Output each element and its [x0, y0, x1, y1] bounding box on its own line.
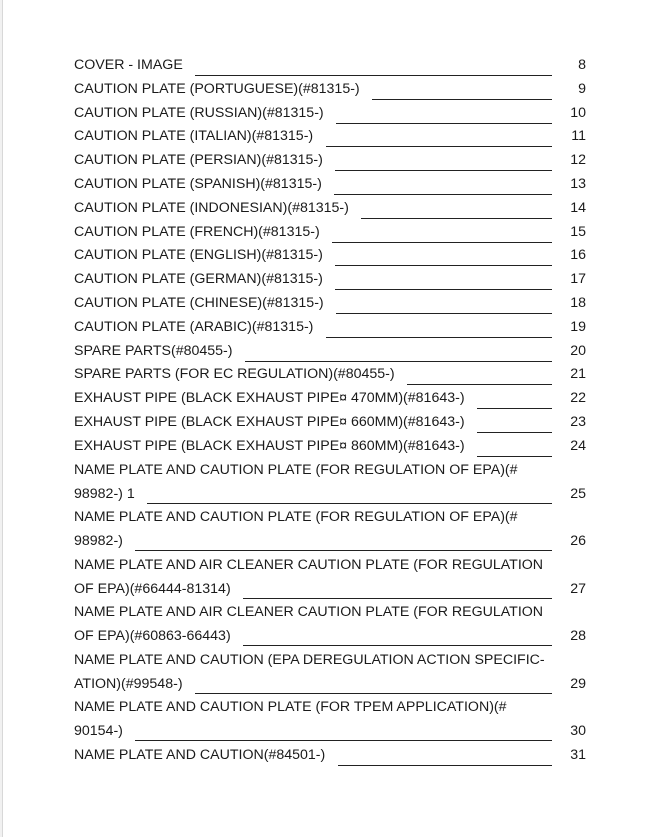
- toc-leader-rule: [147, 503, 552, 504]
- toc-leader-rule: [135, 740, 552, 741]
- toc-entry-title-line: [74, 626, 231, 646]
- toc-entry[interactable]: [74, 648, 586, 696]
- toc-entry-title-line: [74, 555, 543, 575]
- toc-entry-title-line: [74, 531, 123, 551]
- toc-entry[interactable]: [74, 386, 586, 410]
- toc-entry-title-line: [74, 126, 313, 146]
- toc-entry-title: CAUTION PLATE (SPANISH)(#81315-): [74, 175, 322, 192]
- toc-entry-title: CAUTION PLATE (PERSIAN)(#81315-): [74, 152, 323, 169]
- toc-entry-title-line: [74, 602, 543, 622]
- toc-entry-title: EXHAUST PIPE (BLACK EXHAUST PIPE¤ 470MM)(#81643-): [74, 390, 465, 407]
- toc-entry-title-line: [74, 484, 135, 504]
- toc-entry[interactable]: [74, 743, 586, 767]
- toc-entry[interactable]: [74, 410, 586, 434]
- toc-entry-title-line: [74, 412, 465, 432]
- toc-page-number: 14: [570, 199, 586, 216]
- toc-leader-rule: [243, 645, 552, 646]
- toc-entry-title: CAUTION PLATE (CHINESE)(#81315-): [74, 294, 324, 311]
- toc-entry[interactable]: [74, 291, 586, 315]
- toc-entry-title-line: [74, 222, 320, 242]
- toc-entry-title: 98982-) 1: [74, 485, 135, 502]
- toc-entry-title-line: [74, 721, 123, 741]
- toc-page-number: 28: [570, 628, 586, 645]
- toc-entry[interactable]: [74, 101, 586, 125]
- toc-entry-title-line: [74, 697, 507, 717]
- toc-entry-title: NAME PLATE AND AIR CLEANER CAUTION PLATE (FOR REGULATION: [74, 556, 544, 573]
- toc-page-number: 13: [570, 175, 586, 192]
- toc-page-number: 21: [570, 366, 586, 383]
- toc-entry-title-line: [74, 103, 324, 123]
- toc-entry[interactable]: [74, 53, 586, 77]
- toc-page-number: 16: [570, 247, 586, 264]
- toc-entry-title: CAUTION PLATE (ENGLISH)(#81315-): [74, 247, 323, 264]
- toc-page-number: 25: [570, 485, 586, 502]
- toc-entry-title: 90154-): [74, 723, 123, 740]
- toc-page-number: 23: [570, 413, 586, 430]
- toc-entry-title-line: [74, 341, 233, 361]
- toc-page-number: 22: [570, 390, 586, 407]
- toc-page-number: 9: [578, 80, 586, 97]
- toc-entry-title-line: [74, 198, 349, 218]
- toc-entry-title-line: [74, 245, 323, 265]
- toc-page-number: 24: [570, 437, 586, 454]
- toc-entry[interactable]: [74, 220, 586, 244]
- toc-entry-title: ATION)(#99548-): [74, 675, 183, 692]
- toc-page-number: 10: [570, 104, 586, 121]
- toc-entry-title: CAUTION PLATE (ARABIC)(#81315-): [74, 318, 314, 335]
- toc-leader-rule: [135, 550, 552, 551]
- toc-page-number: 20: [570, 342, 586, 359]
- toc-leader-rule: [338, 765, 552, 766]
- toc-page-number: 11: [571, 128, 586, 145]
- toc-entry-title: CAUTION PLATE (FRENCH)(#81315-): [74, 223, 320, 240]
- toc-entry[interactable]: [74, 77, 586, 101]
- toc-entry-title: SPARE PARTS(#80455-): [74, 342, 233, 359]
- toc-entry-title-line: [74, 79, 360, 99]
- toc-entry-title: 98982-): [74, 533, 123, 550]
- toc-entry[interactable]: [74, 148, 586, 172]
- toc-entry-title-line: [74, 436, 465, 456]
- toc-entry[interactable]: [74, 315, 586, 339]
- toc-entry-title: NAME PLATE AND CAUTION (EPA DEREGULATION ACTION SPECIFIC-: [74, 651, 545, 668]
- toc-page-number: 12: [570, 152, 586, 169]
- toc-entry-title-line: [74, 55, 183, 75]
- toc-entry-title-line: [74, 388, 465, 408]
- toc-entry-title: EXHAUST PIPE (BLACK EXHAUST PIPE¤ 660MM)(#81643-): [74, 413, 465, 430]
- toc-entry-title: SPARE PARTS (FOR EC REGULATION)(#80455-): [74, 366, 395, 383]
- toc-entry[interactable]: [74, 695, 586, 743]
- toc-entry-title: CAUTION PLATE (ITALIAN)(#81315-): [74, 128, 314, 145]
- toc-entry[interactable]: [74, 267, 586, 291]
- toc-page-number: 26: [570, 533, 586, 550]
- toc-entry[interactable]: [74, 362, 586, 386]
- toc-page-number: 8: [578, 57, 586, 73]
- toc-entry[interactable]: [74, 434, 586, 458]
- toc-entry-title: COVER - IMAGE: [74, 57, 183, 73]
- toc-entry[interactable]: [74, 505, 586, 553]
- toc-entry[interactable]: [74, 458, 586, 506]
- toc-entry-title-line: [74, 579, 231, 599]
- toc-entry[interactable]: [74, 243, 586, 267]
- toc-entry-title: CAUTION PLATE (GERMAN)(#81315-): [74, 271, 323, 288]
- toc-page-number: 27: [570, 580, 586, 597]
- toc-page-number: 19: [570, 318, 586, 335]
- toc-entry-title-line: [74, 745, 325, 765]
- toc-leader-rule: [195, 693, 552, 694]
- toc-entry-title-line: [74, 317, 313, 337]
- toc-entry-title: CAUTION PLATE (RUSSIAN)(#81315-): [74, 104, 324, 121]
- toc-page-number: 31: [570, 746, 586, 763]
- toc-page-number: 15: [570, 223, 586, 240]
- toc-entry[interactable]: [74, 172, 586, 196]
- toc-entry[interactable]: [74, 124, 586, 148]
- toc-page-number: 17: [570, 271, 586, 288]
- toc-entry-title: NAME PLATE AND CAUTION PLATE (FOR REGULATION OF EPA)(#: [74, 461, 518, 478]
- toc-entry-title-line: [74, 674, 183, 694]
- toc-entry-title-line: [74, 364, 395, 384]
- toc-entry[interactable]: [74, 196, 586, 220]
- toc-entry-title-line: [74, 460, 518, 480]
- toc-entry-title: CAUTION PLATE (INDONESIAN)(#81315-): [74, 199, 349, 216]
- toc-page-number: 29: [570, 675, 586, 692]
- toc-entry-title: OF EPA)(#66444-81314): [74, 580, 231, 597]
- toc-entry-title: NAME PLATE AND CAUTION(#84501-): [74, 746, 326, 763]
- toc-entry-title-line: [74, 650, 545, 670]
- toc-entry-title-line: [74, 150, 323, 170]
- table-of-contents: [74, 53, 586, 766]
- toc-entry[interactable]: [74, 339, 586, 363]
- toc-entry-title: NAME PLATE AND AIR CLEANER CAUTION PLATE (FOR REGULATION: [74, 604, 544, 621]
- toc-entry-title-line: [74, 507, 518, 527]
- toc-entry-title-line: [74, 174, 322, 194]
- toc-entry[interactable]: [74, 553, 586, 601]
- toc-entry-title: NAME PLATE AND CAUTION PLATE (FOR REGULATION OF EPA)(#: [74, 509, 518, 526]
- toc-entry-title-line: [74, 269, 323, 289]
- toc-leader-rule: [243, 598, 552, 599]
- document-page: [2, 0, 652, 837]
- toc-entry-title: EXHAUST PIPE (BLACK EXHAUST PIPE¤ 860MM)(#81643-): [74, 437, 465, 454]
- toc-page-number: 30: [570, 723, 586, 740]
- toc-entry-title: NAME PLATE AND CAUTION PLATE (FOR TPEM APPLICATION)(#: [74, 699, 507, 716]
- toc-page-number: 18: [570, 294, 586, 311]
- toc-entry[interactable]: [74, 600, 586, 648]
- toc-entry-title-line: [74, 293, 324, 313]
- toc-entry-title: OF EPA)(#60863-66443): [74, 628, 231, 645]
- toc-entry-title: CAUTION PLATE (PORTUGUESE)(#81315-): [74, 80, 360, 97]
